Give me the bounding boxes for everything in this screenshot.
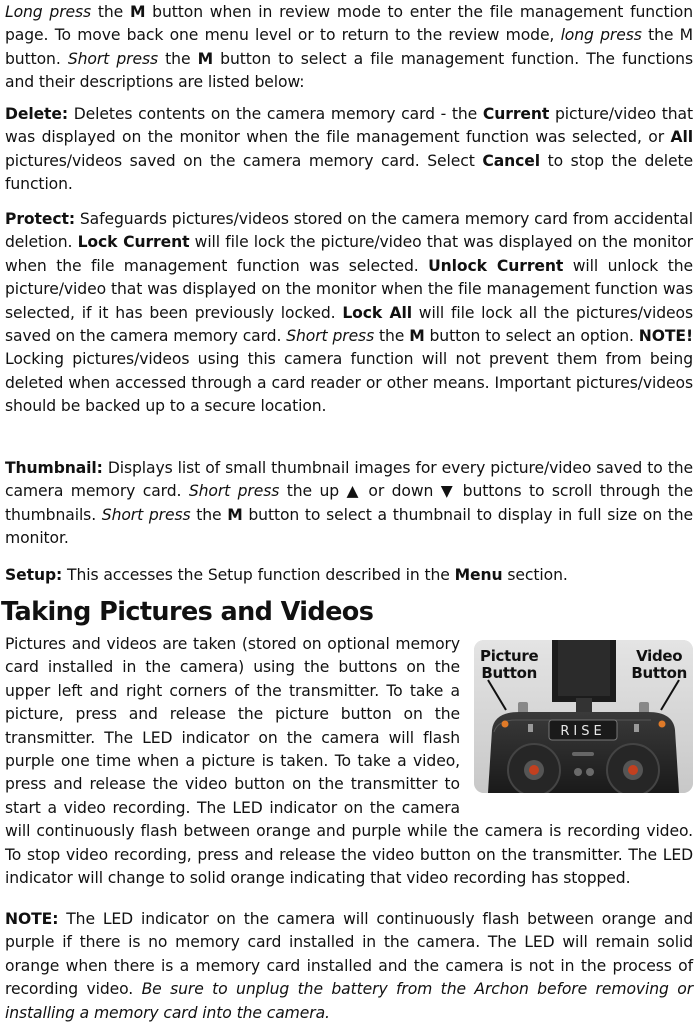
protect-text-3: will unlock the picture/video that was displayed on the monitor when the file management function was selected, if it has been previously locked.: [5, 256, 693, 322]
video-label-line-2: Button: [631, 664, 687, 682]
taking-pictures-paragraph: [5, 633, 693, 890]
thumbnail-text-4: button to select a thumbnail to display in full size on the monitor.: [5, 505, 694, 548]
thumbnail-text-1: Displays list of small thumbnail images for every picture/video saved to the camera memory card.: [5, 459, 693, 501]
delete-paragraph: [5, 103, 693, 197]
setup-text-2: section.: [502, 566, 568, 584]
video-label-line-1: Video: [636, 647, 683, 665]
unlock-current-option: Unlock Current: [428, 256, 564, 275]
m-button-ref: M: [197, 49, 214, 68]
intro-text-4: the: [158, 49, 198, 68]
setup-paragraph: [5, 564, 568, 587]
picture-label-line-1: Picture: [480, 647, 539, 665]
all-option: All: [670, 128, 693, 147]
note-paragraph: [5, 908, 693, 1025]
short-press-text: Short press: [67, 49, 158, 68]
m-button-ref: M: [129, 3, 146, 21]
taking-pictures-text: Pictures and videos are taken (stored on optional memory card installed in the camera) using the buttons on the upper left and right corners of the transmitter. To take a picture, press and release the picture button on the transmitter. The LED indicator on the camera will flash purple one time when a picture is taken. To take a video, press and release the video button on the transmitter to start a video recording. The LED indicator on the camera will continuously flash between orange and purple while the camera is recording video. To stop video recording, press and release the video button on the transmitter. The LED indicator will change to solid orange indicating that video recording has stopped.: [5, 635, 693, 888]
short-press-text: Short press: [286, 327, 375, 346]
m-button-ref: M: [409, 327, 425, 346]
lock-all-option: Lock All: [342, 303, 412, 322]
protect-text-6: button to select an option.: [424, 327, 639, 346]
note-label: NOTE!: [638, 327, 693, 346]
m-button-ref: M: [227, 505, 243, 524]
video-button-label: [631, 648, 687, 682]
protect-text-1: Safeguards pictures/videos stored on the camera memory card from accidental deletion.: [5, 210, 693, 252]
thumbnail-text-3: the: [190, 505, 228, 524]
long-press-text: Long press: [5, 3, 92, 21]
intro-text-2: button when in review mode to enter the file management function page. To move back one menu level or to return to the review mode,: [5, 3, 693, 45]
protect-text-4: will file lock all the pictures/videos saved on the camera memory card.: [5, 303, 693, 346]
transmitter-photo: [474, 640, 693, 793]
lock-current-option: Lock Current: [77, 233, 190, 252]
thumbnail-heading: Thumbnail:: [5, 459, 103, 477]
delete-heading: Delete:: [5, 105, 69, 123]
intro-text-1: the: [91, 3, 130, 21]
short-press-text: Short press: [188, 482, 280, 501]
delete-text-3: pictures/videos saved on the camera memory card. Select: [5, 151, 483, 170]
delete-text-4: to stop the delete function.: [5, 151, 693, 194]
thumbnail-paragraph: [5, 457, 693, 551]
delete-text-1: Deletes contents on the camera memory card - the: [68, 105, 483, 123]
section-title: Taking Pictures and Videos: [1, 597, 374, 627]
protect-text-5: the: [374, 327, 410, 346]
intro-paragraph: [5, 1, 693, 95]
protect-text-2: will file lock the picture/video that was displayed on the monitor when the file management function was selected.: [5, 233, 693, 275]
menu-ref: Menu: [454, 566, 503, 584]
cancel-option: Cancel: [482, 151, 540, 170]
protect-paragraph: [5, 208, 693, 419]
note-text: The LED indicator on the camera will continuously flash between orange and purple if there is no memory card installed in the camera. The LED will remain solid orange when there is a memory card installed and the camera is not in the process of recording video.: [5, 910, 693, 999]
battery-warning: Be sure to unplug the battery from the Archon before removing or installing a memory card into the camera.: [5, 980, 694, 1022]
note-heading: NOTE:: [5, 910, 59, 928]
current-option: Current: [482, 105, 550, 123]
short-press-text: Short press: [101, 505, 191, 524]
picture-label-line-2: Button: [481, 664, 537, 682]
picture-button-label: [480, 648, 538, 682]
setup-text-1: This accesses the Setup function described in the: [62, 566, 455, 584]
intro-text-3: the M button.: [5, 26, 694, 68]
brand-logo: RISE: [560, 724, 606, 739]
intro-text-5: button to select a file management function. The functions and their descriptions are listed below:: [5, 49, 693, 92]
long-press-text: long press: [560, 26, 642, 45]
setup-heading: Setup:: [5, 566, 63, 584]
thumbnail-text-2: the up ▲ or down ▼ buttons to scroll through the thumbnails.: [5, 482, 694, 524]
protect-heading: Protect:: [5, 210, 75, 228]
protect-text-7: Locking pictures/videos using this camera function will not prevent them from being deleted when accessed through a card reader or other means. Important pictures/videos should be backed up to a secure location.: [5, 350, 693, 416]
delete-text-2: picture/video that was displayed on the monitor when the file management function was selected, or: [5, 105, 693, 147]
